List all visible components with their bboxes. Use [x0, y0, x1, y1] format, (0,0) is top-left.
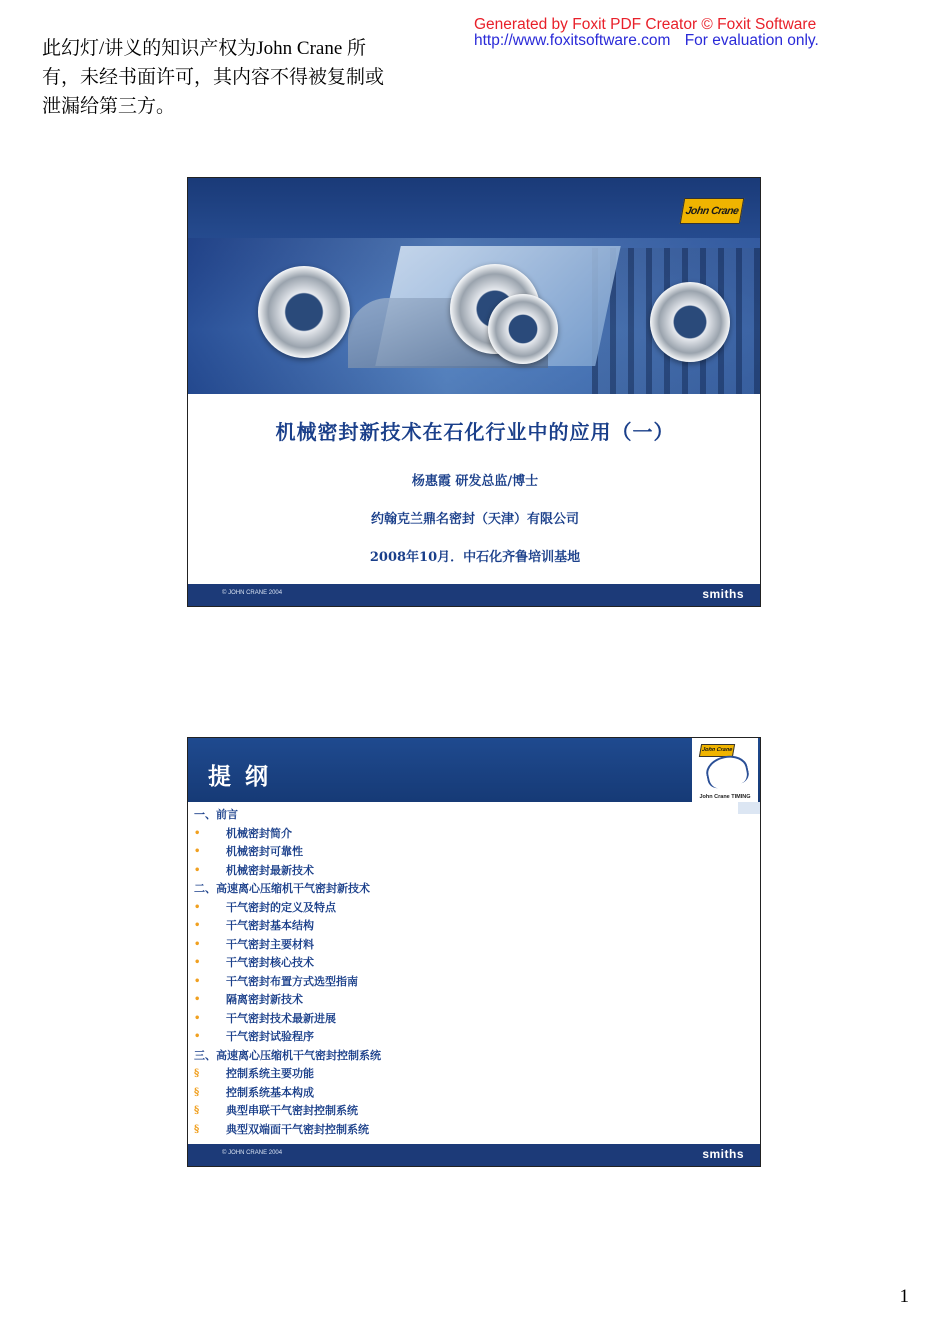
outline-item [194, 1102, 734, 1121]
john-crane-logo: John Crane [680, 198, 745, 224]
watermark-url[interactable]: http://www.foxitsoftware.com [474, 32, 671, 49]
copyright-notice: 此幻灯/讲义的知识产权为John Crane 所有，未经书面许可，其内容不得被复制或泄漏给第三方。 [42, 38, 385, 117]
header-accent [738, 802, 760, 814]
outline-section [194, 1047, 734, 1066]
outline-section [194, 880, 734, 899]
bullet-icon: • [194, 975, 201, 987]
seal-ring-image [650, 282, 730, 362]
watermark-line1: Generated by Foxit PDF Creator © Foxit Software [474, 16, 817, 33]
outline-item [194, 973, 734, 992]
outline-item [194, 1010, 734, 1029]
outline-item [194, 843, 734, 862]
outline-text: 机械密封简介 [226, 826, 292, 840]
outline-text: 控制系统基本构成 [226, 1085, 314, 1099]
seal-ring-image [258, 266, 350, 358]
footer-copyright: © JOHN CRANE 2004 [222, 590, 283, 596]
bullet-icon: • [194, 846, 201, 857]
slide-footer [188, 584, 760, 606]
outline-text: 干气密封核心技术 [226, 956, 314, 969]
bullet-icon: • [194, 920, 201, 931]
slide-1 [187, 177, 761, 607]
outline-text: 机械密封可靠性 [226, 845, 303, 858]
timing-swoosh-icon [703, 752, 750, 790]
john-crane-mini-logo: John Crane [699, 744, 735, 757]
outline-item [194, 825, 734, 844]
outline-item [194, 954, 734, 973]
watermark-note: For evaluation only. [684, 32, 819, 49]
outline-list [194, 806, 734, 1139]
bullet-icon: • [194, 1031, 201, 1042]
bullet-icon: • [194, 827, 201, 839]
bullet-icon: • [194, 1012, 201, 1024]
outline-text: 干气密封技术最新进展 [226, 1011, 336, 1025]
logo-caption: John Crane TIMING [699, 794, 751, 800]
slide-header [188, 738, 761, 802]
seal-ring-image [488, 294, 558, 364]
outline-text: 一、前言 [194, 808, 238, 821]
outline-item [194, 862, 734, 881]
page-number: 1 [899, 1286, 909, 1307]
section-marker-icon: § [194, 1105, 200, 1116]
outline-text: 典型串联干气密封控制系统 [226, 1104, 358, 1117]
slide-title: 提纲 [208, 763, 282, 790]
company-line: 约翰克兰鼎名密封（天津）有限公司 [370, 512, 579, 527]
outline-text: 三、高速离心压缩机干气密封控制系统 [194, 1048, 381, 1062]
bullet-icon: • [194, 864, 201, 876]
footer-copyright: © JOHN CRANE 2004 [222, 1150, 283, 1156]
outline-text: 控制系统主要功能 [226, 1067, 314, 1080]
author-line: 杨惠霞 研发总监/博士 [411, 474, 539, 489]
section-marker-icon: § [194, 1086, 200, 1098]
banner-image [188, 178, 761, 394]
bullet-icon: • [194, 957, 201, 968]
outline-text: 干气密封布置方式选型指南 [226, 974, 358, 988]
outline-text: 干气密封主要材料 [226, 937, 314, 951]
slide-title: 机械密封新技术在石化行业中的应用（一） [275, 420, 675, 444]
outline-text: 机械密封最新技术 [226, 863, 314, 877]
smiths-logo: smiths [702, 1147, 744, 1161]
outline-item [194, 1084, 734, 1103]
section-marker-icon: § [194, 1123, 200, 1135]
outline-text: 干气密封的定义及特点 [226, 900, 336, 914]
outline-item [194, 917, 734, 936]
slide-2 [187, 737, 761, 1167]
smiths-logo: smiths [702, 587, 744, 601]
bullet-icon: • [194, 938, 201, 950]
outline-item [194, 1121, 734, 1140]
outline-item [194, 991, 734, 1010]
bullet-icon: • [194, 994, 201, 1005]
date-place-line: 2008年10月．中石化齐鲁培训基地 [369, 550, 581, 565]
watermark-line2 [474, 33, 894, 49]
john-crane-timing-logo [692, 738, 758, 802]
outline-text: 二、高速离心压缩机干气密封新技术 [194, 882, 370, 895]
outline-item [194, 1065, 734, 1084]
outline-text: 干气密封基本结构 [226, 919, 314, 932]
outline-text: 干气密封试验程序 [226, 1030, 314, 1043]
foxit-watermark [474, 17, 894, 49]
outline-text: 隔离密封新技术 [226, 993, 303, 1006]
bullet-icon: • [194, 901, 201, 913]
outline-text: 典型双端面干气密封控制系统 [226, 1122, 369, 1136]
section-marker-icon: § [194, 1068, 200, 1079]
outline-item [194, 899, 734, 918]
slide-footer [188, 1144, 760, 1166]
outline-item [194, 936, 734, 955]
outline-section [194, 806, 734, 825]
outline-item [194, 1028, 734, 1047]
